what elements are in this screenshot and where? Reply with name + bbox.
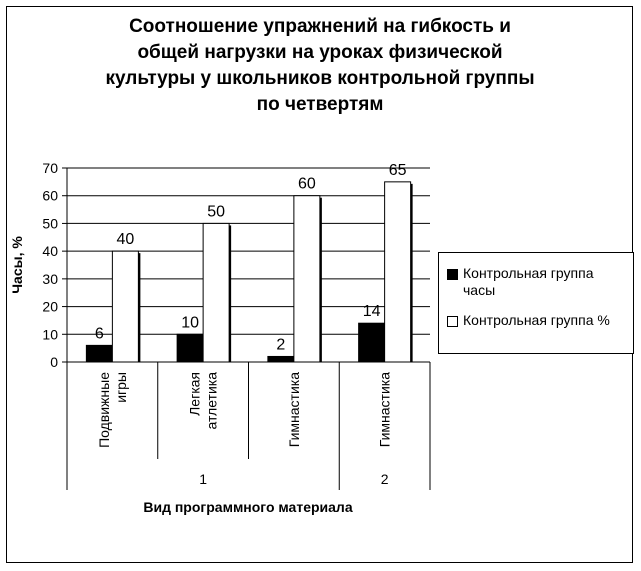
y-tick-label: 10 [42,326,58,343]
y-tick-label: 60 [42,187,58,204]
legend [438,252,634,354]
x-axis-title: Вид программного материала [143,499,353,515]
category-label: атлетика [203,372,220,430]
legend-item-series-2 [447,312,610,329]
y-tick-label: 20 [42,298,58,315]
data-label: 50 [207,203,226,221]
data-label: 65 [388,161,407,179]
bar [294,196,320,362]
y-tick-label: 40 [42,243,58,260]
y-tick-label: 50 [42,215,58,232]
data-label: 6 [94,325,104,343]
title-line: культуры у школьников контрольной группы [105,68,535,89]
bar [268,356,294,362]
data-label: 10 [181,314,200,332]
data-label: 60 [297,175,316,193]
data-label: 40 [116,231,135,249]
category-label: Легкая [186,372,203,416]
bar [359,323,385,362]
bar [385,182,411,362]
bar [203,223,229,362]
title-line: общей нагрузки на уроках физической [137,42,503,63]
category-label: игры [112,372,129,403]
title-line: Соотношение упражнений на гибкость и [129,16,511,37]
bar [177,334,203,362]
data-label: 14 [362,303,381,321]
legend-label: Контрольная группа часы [463,265,594,298]
y-tick-label: 0 [50,354,58,370]
y-tick-label: 70 [42,160,58,176]
y-axis-title: Часы, % [9,236,25,294]
data-label: 2 [276,336,286,354]
group-label: 2 [380,471,389,487]
category-label: Гимнастика [285,372,302,448]
y-tick-label: 30 [42,270,58,287]
legend-swatch-white [447,316,458,327]
legend-label: Контрольная группа % [463,312,610,328]
bar [86,345,112,362]
group-label: 1 [199,471,208,487]
category-label: Подвижные [95,372,112,448]
title-line: по четвертям [256,94,384,115]
bar [112,251,138,362]
legend-item-series-1 [447,265,593,299]
category-label: Гимнастика [376,372,393,448]
legend-swatch-black [447,269,458,280]
